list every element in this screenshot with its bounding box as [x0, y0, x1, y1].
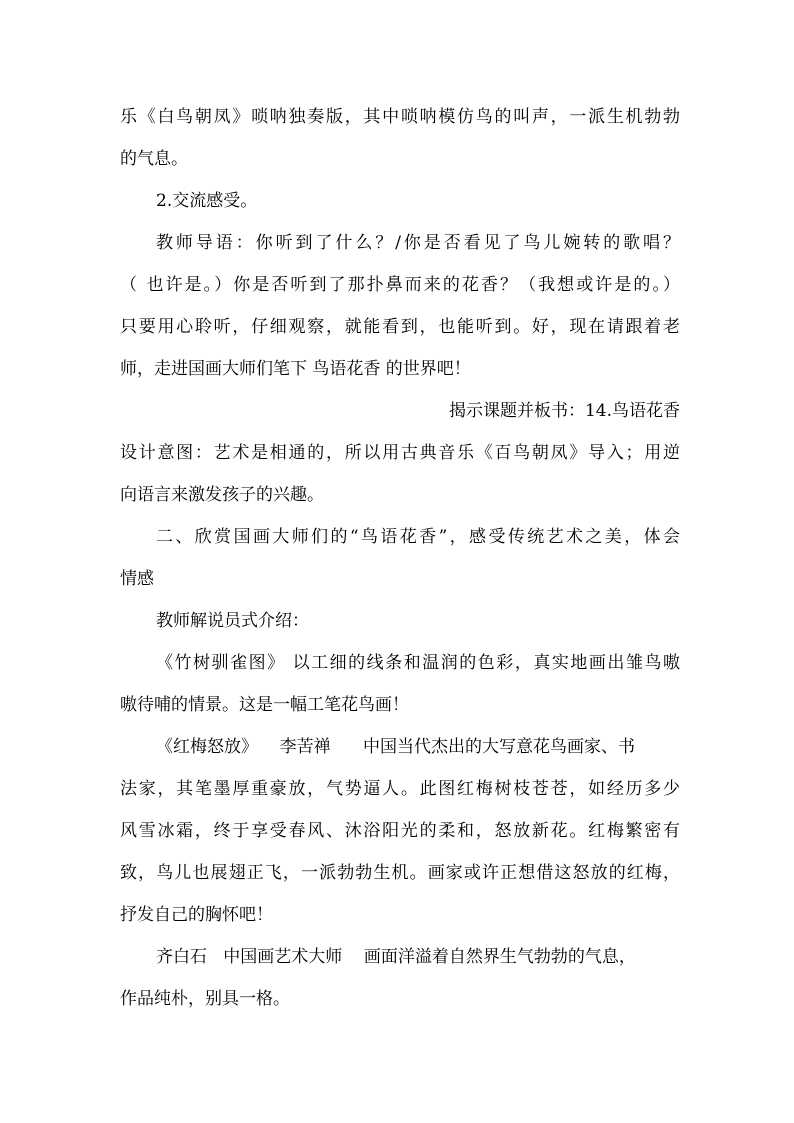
paragraph-line: 《红梅怒放》 李苦禅 中国当代杰出的大写意花鸟画家、书: [156, 737, 636, 757]
paragraph-line: 抒发自己的胸怀吧！: [120, 905, 273, 925]
paragraph-line: 致，鸟儿也展翅正飞，一派勃勃生机。画家或许正想借这怒放的红梅，: [120, 863, 680, 883]
paragraph-line: 法家，其笔墨厚重豪放，气势逼人。此图红梅树枝苍苍，如经历多少: [120, 779, 680, 799]
paragraph-line: 作品纯朴，别具一格。: [120, 989, 290, 1009]
paragraph-line: 《竹树驯雀图》 以工细的线条和温润的色彩，真实地画出雏鸟嗷: [156, 653, 680, 673]
paragraph-line: 乐《白鸟朝凤》唢呐独奏版，其中唢呐模仿鸟的叫声，一派生机勃勃: [120, 107, 680, 127]
section-heading: 2.交流感受。: [156, 191, 258, 211]
paragraph-line: （ 也许是。）你是否听到了那扑鼻而来的花香？（我想或许是的。）: [120, 275, 680, 295]
paragraph-line: 教师解说员式介绍：: [156, 611, 309, 631]
section-heading: 二、欣赏国画大师们的“鸟语花香”，感受传统艺术之美，体会: [156, 527, 680, 547]
paragraph-line: 风雪冰霜，终于享受春风、沐浴阳光的柔和，怒放新花。红梅繁密有: [120, 821, 680, 841]
paragraph-line: 嗷待哺的情景。这是一幅工笔花鸟画！: [120, 695, 409, 715]
paragraph-line: 向语言来激发孩子的兴趣。: [120, 485, 324, 505]
lesson-title-line: 揭示课题并板书：14.鸟语花香: [448, 401, 680, 421]
paragraph-line: 齐白石 中国画艺术大师 画面洋溢着自然界生气勃勃的气息，: [156, 947, 636, 967]
paragraph-line: 师，走进国画大师们笔下 鸟语花香 的世界吧！: [120, 359, 471, 379]
paragraph-line: 只要用心聆听，仔细观察，就能看到，也能听到。好，现在请跟着老: [120, 317, 680, 337]
paragraph-line: 的气息。: [120, 149, 188, 169]
section-heading: 情感: [120, 569, 154, 589]
paragraph-line: 设计意图：艺术是相通的，所以用古典音乐《百鸟朝凤》导入；用逆: [120, 443, 680, 463]
paragraph-line: 教师导语：你听到了什么？/你是否看见了鸟儿婉转的歌唱？: [156, 233, 680, 253]
